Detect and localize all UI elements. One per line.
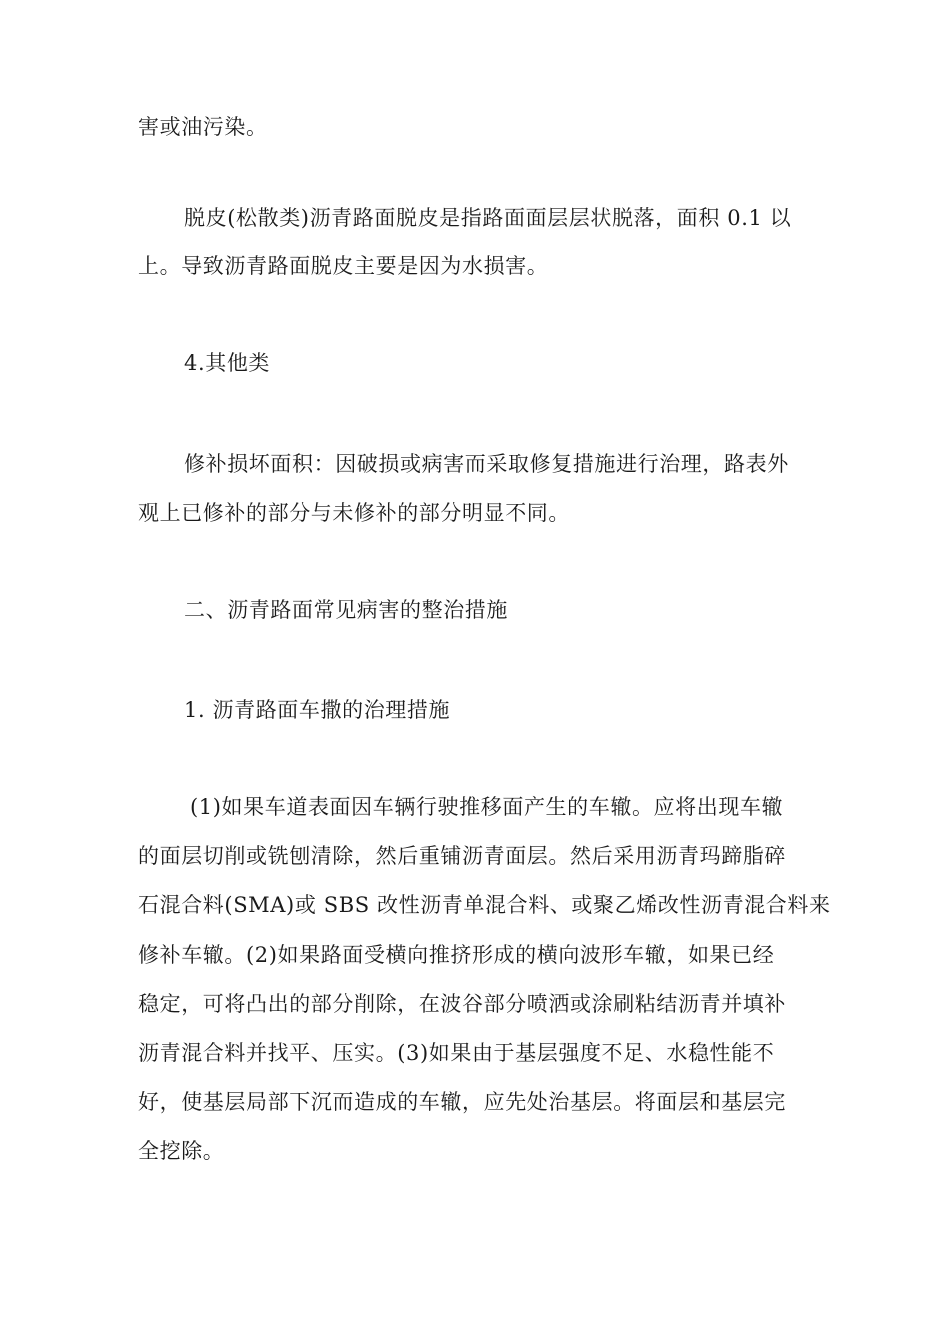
paragraph-line: 全挖除。: [138, 1139, 225, 1163]
paragraph-line: 脱皮(松散类)沥青路面脱皮是指路面面层层状脱落，面积 0.1 以: [184, 206, 792, 230]
paragraph-line: 修补损坏面积：因破损或病害而采取修复措施进行治理，路表外: [184, 452, 789, 476]
paragraph-line: 上。导致沥青路面脱皮主要是因为水损害。: [138, 254, 549, 278]
paragraph-line: 观上已修补的部分与未修补的部分明显不同。: [138, 501, 570, 525]
paragraph-line: 的面层切削或铣刨清除，然后重铺沥青面层。然后采用沥青玛蹄脂碎: [138, 844, 786, 868]
paragraph-line: 害或油污染。: [138, 115, 268, 139]
section-heading: 二、沥青路面常见病害的整治措施: [184, 598, 508, 622]
paragraph-line: 沥青混合料并找平、压实。(3)如果由于基层强度不足、水稳性能不: [138, 1041, 775, 1065]
paragraph-line: (1)如果车道表面因车辆行驶推移面产生的车辙。应将出现车辙: [190, 795, 784, 819]
paragraph-line: 修补车辙。(2)如果路面受横向推挤形成的横向波形车辙，如果已经: [138, 943, 775, 967]
subheading-other: 4.其他类: [184, 351, 271, 375]
paragraph-line: 好，使基层局部下沉而造成的车辙，应先处治基层。将面层和基层完: [138, 1090, 786, 1114]
paragraph-line: 稳定，可将凸出的部分削除，在波谷部分喷洒或涂刷粘结沥青并填补: [138, 992, 786, 1016]
subheading-rutting: 1. 沥青路面车撒的治理措施: [184, 698, 451, 722]
paragraph-line: 石混合料(SMA)或 SBS 改性沥青单混合料、或聚乙烯改性沥青混合料来: [138, 893, 831, 917]
